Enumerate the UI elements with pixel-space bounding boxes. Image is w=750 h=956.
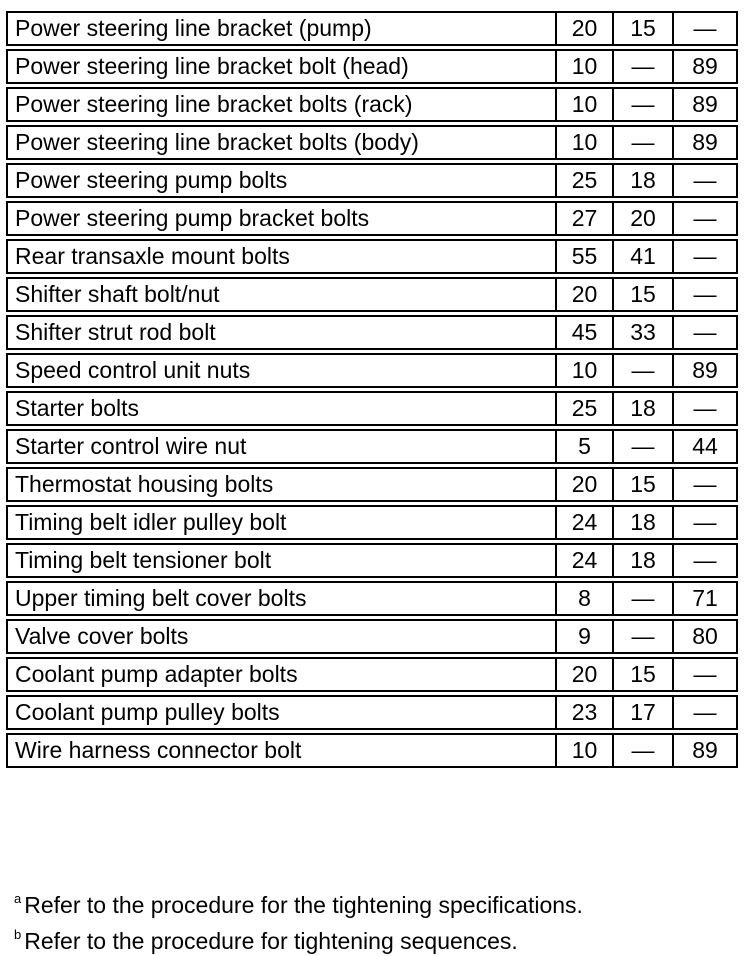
inlb-value-cell: 89 — [674, 125, 738, 160]
nm-value-cell: 24 — [557, 505, 614, 540]
table-row — [6, 239, 738, 274]
nm-value-cell: 10 — [557, 87, 614, 122]
nm-value-cell: 27 — [557, 201, 614, 236]
component-cell: Starter control wire nut — [6, 429, 557, 464]
component-cell: Speed control unit nuts — [6, 353, 557, 388]
table-row — [6, 543, 738, 578]
component-cell: Coolant pump adapter bolts — [6, 657, 557, 692]
footnote-a — [14, 884, 583, 920]
inlb-value-cell: — — [674, 543, 738, 578]
torque-spec-table — [6, 8, 738, 771]
ftlb-value-cell: — — [614, 619, 674, 654]
nm-value-cell: 25 — [557, 391, 614, 426]
table-row — [6, 11, 738, 46]
inlb-value-cell: 71 — [674, 581, 738, 616]
component-cell: Power steering pump bolts — [6, 163, 557, 198]
component-cell: Timing belt tensioner bolt — [6, 543, 557, 578]
component-cell: Rear transaxle mount bolts — [6, 239, 557, 274]
nm-value-cell: 10 — [557, 125, 614, 160]
inlb-value-cell: 89 — [674, 87, 738, 122]
inlb-value-cell: — — [674, 201, 738, 236]
ftlb-value-cell: — — [614, 125, 674, 160]
footnote-text: Refer to the procedure for tightening sequences. — [24, 928, 518, 954]
inlb-value-cell: — — [674, 505, 738, 540]
ftlb-value-cell: — — [614, 87, 674, 122]
component-cell: Shifter strut rod bolt — [6, 315, 557, 350]
footnote-b — [14, 920, 583, 956]
table-row — [6, 277, 738, 312]
nm-value-cell: 55 — [557, 239, 614, 274]
inlb-value-cell: — — [674, 163, 738, 198]
component-cell: Wire harness connector bolt — [6, 733, 557, 768]
ftlb-value-cell: 33 — [614, 315, 674, 350]
ftlb-value-cell: — — [614, 49, 674, 84]
ftlb-value-cell: 18 — [614, 163, 674, 198]
nm-value-cell: 9 — [557, 619, 614, 654]
inlb-value-cell: 89 — [674, 49, 738, 84]
table-row — [6, 391, 738, 426]
table-row — [6, 125, 738, 160]
table-row — [6, 581, 738, 616]
inlb-value-cell: — — [674, 315, 738, 350]
inlb-value-cell: 89 — [674, 353, 738, 388]
table-row — [6, 353, 738, 388]
inlb-value-cell: — — [674, 11, 738, 46]
ftlb-value-cell: 18 — [614, 543, 674, 578]
component-cell: Power steering line bracket bolts (body) — [6, 125, 557, 160]
component-cell: Starter bolts — [6, 391, 557, 426]
table-row — [6, 87, 738, 122]
inlb-value-cell: — — [674, 391, 738, 426]
inlb-value-cell: — — [674, 467, 738, 502]
component-cell: Shifter shaft bolt/nut — [6, 277, 557, 312]
ftlb-value-cell: — — [614, 429, 674, 464]
component-cell: Power steering line bracket bolt (head) — [6, 49, 557, 84]
footnote-marker: b — [14, 927, 22, 942]
inlb-value-cell: — — [674, 239, 738, 274]
footnote-marker: a — [14, 891, 22, 906]
table-row — [6, 49, 738, 84]
ftlb-value-cell: — — [614, 353, 674, 388]
component-cell: Timing belt idler pulley bolt — [6, 505, 557, 540]
component-cell: Coolant pump pulley bolts — [6, 695, 557, 730]
table-row — [6, 429, 738, 464]
component-cell: Power steering line bracket (pump) — [6, 11, 557, 46]
nm-value-cell: 10 — [557, 49, 614, 84]
nm-value-cell: 5 — [557, 429, 614, 464]
table-row — [6, 505, 738, 540]
ftlb-value-cell: 18 — [614, 391, 674, 426]
nm-value-cell: 20 — [557, 277, 614, 312]
component-cell: Upper timing belt cover bolts — [6, 581, 557, 616]
nm-value-cell: 20 — [557, 467, 614, 502]
nm-value-cell: 10 — [557, 733, 614, 768]
nm-value-cell: 25 — [557, 163, 614, 198]
table-row — [6, 695, 738, 730]
ftlb-value-cell: — — [614, 581, 674, 616]
table-row — [6, 733, 738, 768]
footnote-text: Refer to the procedure for the tightening specifications. — [24, 892, 583, 918]
nm-value-cell: 23 — [557, 695, 614, 730]
ftlb-value-cell: 20 — [614, 201, 674, 236]
inlb-value-cell: 89 — [674, 733, 738, 768]
ftlb-value-cell: 15 — [614, 657, 674, 692]
component-cell: Valve cover bolts — [6, 619, 557, 654]
torque-spec-body — [6, 11, 738, 768]
component-cell: Thermostat housing bolts — [6, 467, 557, 502]
inlb-value-cell: 80 — [674, 619, 738, 654]
inlb-value-cell: 44 — [674, 429, 738, 464]
ftlb-value-cell: 15 — [614, 11, 674, 46]
nm-value-cell: 8 — [557, 581, 614, 616]
footnotes — [14, 884, 583, 956]
ftlb-value-cell: — — [614, 733, 674, 768]
table-row — [6, 467, 738, 502]
table-row — [6, 619, 738, 654]
nm-value-cell: 45 — [557, 315, 614, 350]
table-row — [6, 163, 738, 198]
nm-value-cell: 10 — [557, 353, 614, 388]
table-row — [6, 201, 738, 236]
ftlb-value-cell: 17 — [614, 695, 674, 730]
ftlb-value-cell: 18 — [614, 505, 674, 540]
nm-value-cell: 24 — [557, 543, 614, 578]
ftlb-value-cell: 15 — [614, 277, 674, 312]
component-cell: Power steering line bracket bolts (rack) — [6, 87, 557, 122]
inlb-value-cell: — — [674, 695, 738, 730]
table-row — [6, 657, 738, 692]
ftlb-value-cell: 15 — [614, 467, 674, 502]
ftlb-value-cell: 41 — [614, 239, 674, 274]
inlb-value-cell: — — [674, 657, 738, 692]
component-cell: Power steering pump bracket bolts — [6, 201, 557, 236]
inlb-value-cell: — — [674, 277, 738, 312]
nm-value-cell: 20 — [557, 657, 614, 692]
table-row — [6, 315, 738, 350]
nm-value-cell: 20 — [557, 11, 614, 46]
